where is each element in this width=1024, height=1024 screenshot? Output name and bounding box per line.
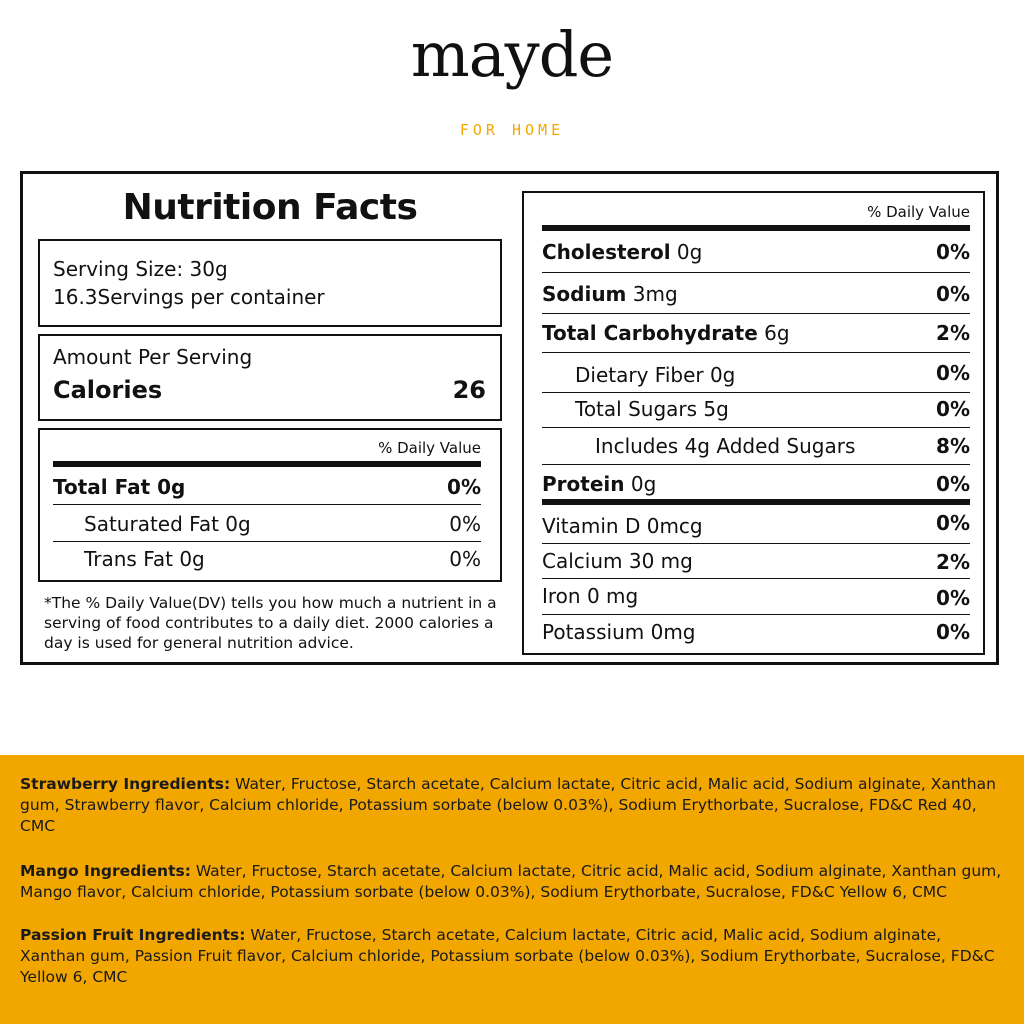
divider <box>53 504 481 505</box>
passion-fruit-ingredients: Passion Fruit Ingredients: Water, Fructose, Starch acetate, Calcium lactate, Citric acid, Malic acid, Sodium alginate, Xanthan gum, Passion Fruit flavor, Calcium chloride, Potassium sorbate (below 0.03%), Sodium Erythorbate, Sucralose, FD&C Yellow 6, CMC <box>20 926 995 986</box>
calories-value: 26 <box>452 376 486 404</box>
nutrient-added-sugars: Includes 4g Added Sugars <box>595 434 856 458</box>
brand-subtitle: FOR HOME <box>459 121 565 139</box>
divider <box>542 313 970 314</box>
dv-header-left: % Daily Value <box>378 439 481 457</box>
brand-logo: mayde <box>410 18 614 91</box>
dv-saturated-fat: 0% <box>449 512 481 536</box>
dv-footnote: *The % Daily Value(DV) tells you how much a nutrient in a serving of food contributes to a daily diet. 2000 calories a day is used for general nutrition advice. <box>44 594 497 652</box>
amount-per-serving: Amount Per Serving <box>53 345 253 369</box>
serving-box <box>38 239 502 327</box>
dv-dietary-fiber: 0% <box>936 361 970 385</box>
divider <box>542 392 970 393</box>
dv-protein: 0% <box>936 472 970 496</box>
dv-header-right: % Daily Value <box>867 203 970 221</box>
nutrient-protein: Protein 0g <box>542 472 657 496</box>
dv-trans-fat: 0% <box>449 547 481 571</box>
nutrient-total-carbohydrate: Total Carbohydrate 6g <box>542 321 790 345</box>
dv-total-carbohydrate: 2% <box>936 321 970 345</box>
dv-added-sugars: 8% <box>936 434 970 458</box>
serving-size: Serving Size: 30g <box>53 257 228 281</box>
dv-vitamin-d: 0% <box>936 511 970 535</box>
dv-potassium: 0% <box>936 620 970 644</box>
divider <box>542 272 970 273</box>
thick-rule <box>542 499 970 505</box>
nutrient-potassium: Potassium 0mg <box>542 620 696 644</box>
mango-ingredients: Mango Ingredients: Water, Fructose, Starch acetate, Calcium lactate, Citric acid, Malic acid, Sodium alginate, Xanthan gum, Mango flavor, Calcium chloride, Potassium sorbate (below 0.03%), Sodium Erythorbate, Sucralose, FD&C Yellow 6, CMC <box>20 862 1002 901</box>
nutrient-total-sugars: Total Sugars 5g <box>575 397 729 421</box>
nutrient-sodium: Sodium 3mg <box>542 282 678 306</box>
strawberry-ingredients: Strawberry Ingredients: Water, Fructose, Starch acetate, Calcium lactate, Citric acid, Malic acid, Sodium alginate, Xanthan gum, Strawberry flavor, Calcium chloride, Potassium sorbate (below 0.03%), Sodium Erythorbate, Sucralose, FD&C Red 40, CMC <box>20 775 996 835</box>
nutrient-total-fat: Total Fat 0g <box>53 475 186 499</box>
divider <box>542 614 970 615</box>
dv-calcium: 2% <box>936 550 970 574</box>
divider <box>542 464 970 465</box>
divider <box>53 541 481 542</box>
dv-total-sugars: 0% <box>936 397 970 421</box>
calories-label: Calories <box>53 376 163 404</box>
divider <box>542 543 970 544</box>
dv-cholesterol: 0% <box>936 240 970 264</box>
nutrient-trans-fat: Trans Fat 0g <box>84 547 205 571</box>
thick-rule <box>53 461 481 467</box>
dv-sodium: 0% <box>936 282 970 306</box>
thick-rule <box>542 225 970 231</box>
dv-iron: 0% <box>936 586 970 610</box>
nutrient-saturated-fat: Saturated Fat 0g <box>84 512 251 536</box>
nutrient-cholesterol: Cholesterol 0g <box>542 240 703 264</box>
divider <box>542 427 970 428</box>
nutrient-dietary-fiber: Dietary Fiber 0g <box>575 363 736 387</box>
nutrition-title: Nutrition Facts <box>122 187 418 228</box>
divider <box>542 352 970 353</box>
nutrient-calcium: Calcium 30 mg <box>542 549 693 573</box>
nutrient-iron: Iron 0 mg <box>542 584 639 608</box>
nutrient-vitamin-d: Vitamin D 0mcg <box>542 514 703 538</box>
servings-per-container: 16.3Servings per container <box>53 285 325 309</box>
divider <box>542 578 970 579</box>
dv-total-fat: 0% <box>447 475 481 499</box>
